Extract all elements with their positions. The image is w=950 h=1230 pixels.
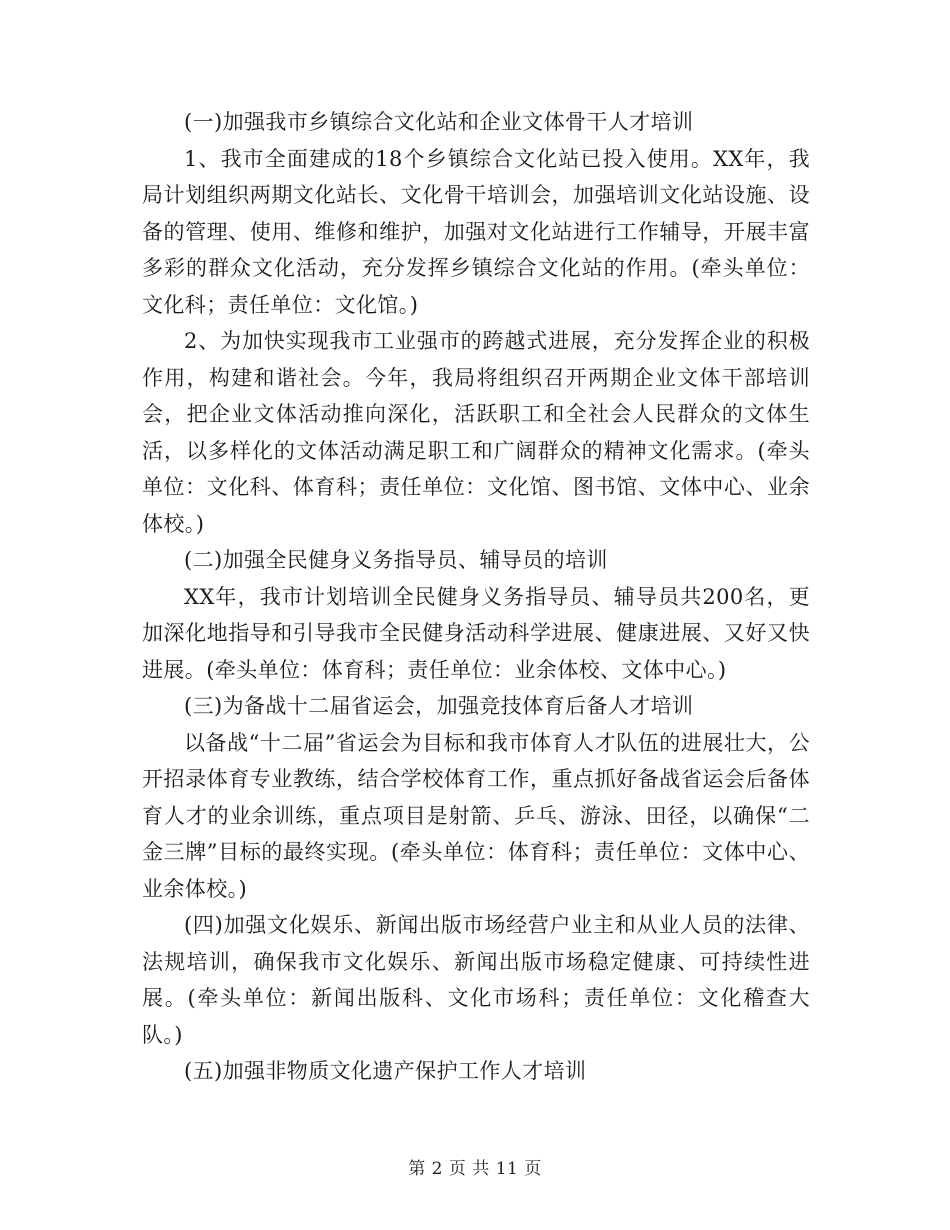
- section-heading-5: (五)加强非物质文化遗产保护工作人才培训: [184, 1059, 587, 1083]
- section-heading-4-paragraph: (四)加强文化娱乐、新闻出版市场经营户业主和从业人员的法律、法规培训，确保我市文化娱乐、新闻出版市场稳定健康、可持续性进展。(牵头单位：新闻出版科、文化市场科；责任单位：文化稽查大队。): [142, 913, 810, 1047]
- section-heading-2: (二)加强全民健身义务指导员、辅导员的培训: [184, 548, 608, 572]
- paragraph-3: XX年，我市计划培训全民健身义务指导员、辅导员共200名，更加深化地指导和引导我市全民健身活动科学进展、健康进展、又好又快进展。(牵头单位：体育科；责任单位：业余体校、文体中心。): [142, 584, 810, 682]
- section-heading-1: (一)加强我市乡镇综合文化站和企业文体骨干人才培训: [184, 110, 694, 134]
- paragraph-2: 2、为加快实现我市工业强市的跨越式进展，充分发挥企业的积极作用，构建和谐社会。今年，我局将组织召开两期企业文体干部培训会，把企业文体活动推向深化，活跃职工和全社会人民群众的文体生活，以多样化的文体活动满足职工和广阔群众的精神文化需求。(牵头单位：文化科、体育科；责任单位：文化馆、图书馆、文体中心、业余体校。): [142, 329, 810, 536]
- section-heading-3: (三)为备战十二届省运会，加强竞技体育后备人才培训: [184, 694, 694, 718]
- document-body: [142, 104, 810, 1090]
- paragraph-1: 1、我市全面建成的18个乡镇综合文化站已投入使用。XX年，我局计划组织两期文化站长、文化骨干培训会，加强培训文化站设施、设备的管理、使用、维修和维护，加强对文化站进行工作辅导，开展丰富多彩的群众文化活动，充分发挥乡镇综合文化站的作用。(牵头单位：文化科；责任单位：文化馆。): [142, 146, 810, 317]
- paragraph-4: 以备战“十二届”省运会为目标和我市体育人才队伍的进展壮大，公开招录体育专业教练，结合学校体育工作，重点抓好备战省运会后备体育人才的业余训练，重点项目是射箭、乒乓、游泳、田径，以确保“二金三牌”目标的最终实现。(牵头单位：体育科；责任单位：文体中心、业余体校。): [142, 730, 810, 901]
- page-number-footer: 第 2 页 共 11 页: [408, 1159, 542, 1179]
